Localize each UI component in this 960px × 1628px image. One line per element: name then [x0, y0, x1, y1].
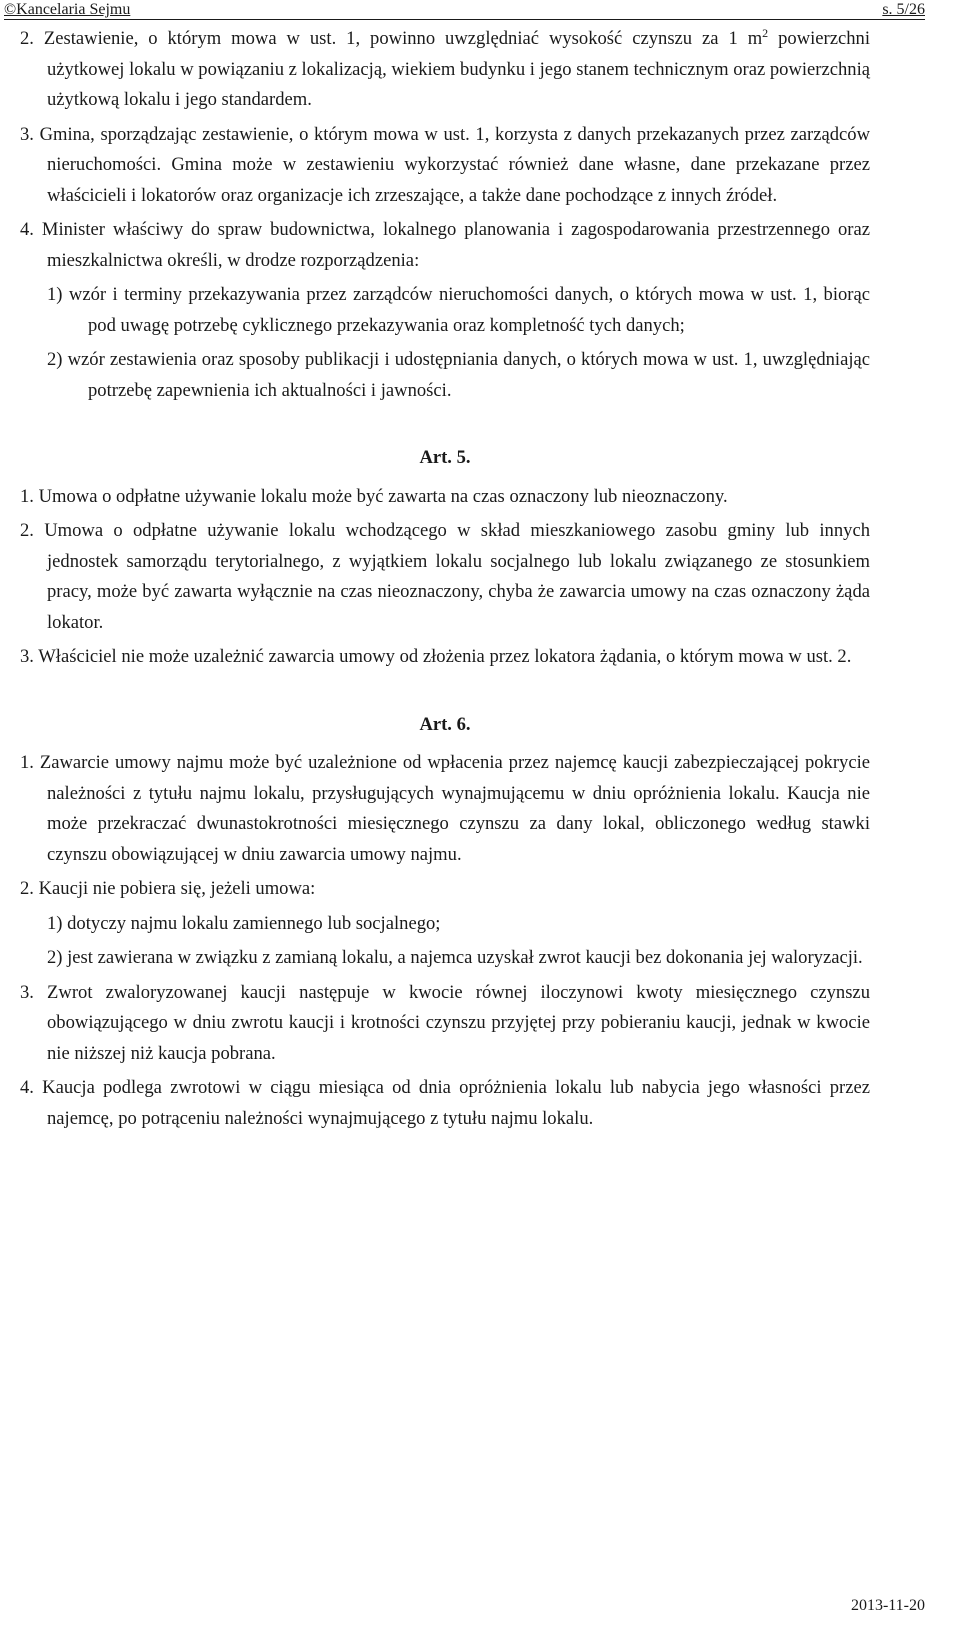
- paragraph-3: 3. Gmina, sporządzając zestawienie, o którym mowa w ust. 1, korzysta z danych przekazanych przez zarządców nieruchomości. Gmina może w zestawieniu wykorzystać również dane własne, dane przekazane przez właścicieli i lokatorów oraz organizacje ich zrzeszające, a także dane pochodzące z innych źródeł.: [20, 123, 870, 206]
- paragraph: 3. Zwrot zwaloryzowanej kaucji następuje w kwocie równej iloczynowi kwoty miesięcznego czynszu obowiązującego w dniu zwrotu kaucji i krotności czynszu przyjętej przy pobieraniu kaucji, jednak w kwocie nie niższej niż kaucja pobrana.: [20, 981, 870, 1064]
- list-item: 1) wzór i terminy przekazywania przez zarządców nieruchomości danych, o których mowa w ust. 1, biorąc pod uwagę potrzebę cyklicznego przekazywania oraz kompletność tych danych;: [47, 284, 870, 336]
- paragraph: 1. Umowa o odpłatne używanie lokalu może być zawarta na czas oznaczony lub nieoznaczony.: [20, 485, 728, 507]
- list-item: 2) jest zawierana w związku z zamianą lokalu, a najemca uzyskał zwrot kaucji bez dokonania jej waloryzacji.: [47, 947, 863, 968]
- paragraph: 2. Umowa o odpłatne używanie lokalu wchodzącego w skład mieszkaniowego zasobu gminy lub innych jednostek samorządu terytorialnego, z wyjątkiem lokalu socjalnego lub lokalu związanego ze stosunkiem pracy, może być zawarta wyłącznie na czas nieoznaczony, chyba że zawarcia umowy na czas oznaczony żąda lokator.: [20, 520, 870, 633]
- document-body: [20, 24, 870, 1138]
- paragraph: 2. Kaucji nie pobiera się, jeżeli umowa:: [20, 878, 316, 899]
- paragraph: 1. Zawarcie umowy najmu może być uzależnione od wpłacenia przez najemcę kaucji zabezpieczającej pokrycie należności z tytułu najmu lokalu, przysługujących wynajmującemu w dniu opróżnienia lokalu. Kaucja nie może przekraczać dwunastokrotności miesięcznego czynszu za dany lokal, obliczonego według stawki czynszu obowiązującej w dniu zawarcia umowy najmu.: [20, 752, 870, 865]
- page-number: s. 5/26: [882, 1, 925, 18]
- list-item: 2) wzór zestawienia oraz sposoby publikacji i udostępniania danych, o których mowa w ust. 1, uwzględniając potrzebę zapewnienia ich aktualności i jawności.: [47, 349, 870, 401]
- paragraph-2: 2. Zestawienie, o którym mowa w ust. 1, powinno uwzględniać wysokość czynszu za 1 $m^2$ powierzchni użytkowej lokalu w powiązaniu z lokalizacją, wiekiem budynku i jego stanem technicznym oraz powierzchnią użytkową lokalu i jego standardem.: [20, 25, 871, 110]
- footer-date: 2013-11-20: [850, 1597, 925, 1614]
- article-heading: Art. 5.: [419, 447, 471, 468]
- superscript: 2: [762, 25, 769, 40]
- header-divider: [4, 19, 925, 20]
- publisher-label: ©Kancelaria Sejmu: [4, 1, 131, 18]
- paragraph-4: 4. Minister właściwy do spraw budownictwa, lokalnego planowania i zagospodarowania przestrzennego oraz mieszkalnictwa określi, w drodze rozporządzenia:: [20, 219, 870, 271]
- list-item: 1) dotyczy najmu lokalu zamiennego lub socjalnego;: [47, 912, 441, 934]
- article-heading: Art. 6.: [419, 713, 471, 735]
- paragraph: 4. Kaucja podlega zwrotowi w ciągu miesiąca od dnia opróżnienia lokalu lub nabycia jego własności przez najemcę, po potrąceniu należności wynajmującego z tytułu najmu lokalu.: [20, 1077, 870, 1129]
- paragraph: 3. Właściciel nie może uzależnić zawarcia umowy od złożenia przez lokatora żądania, o którym mowa w ust. 2.: [20, 646, 852, 667]
